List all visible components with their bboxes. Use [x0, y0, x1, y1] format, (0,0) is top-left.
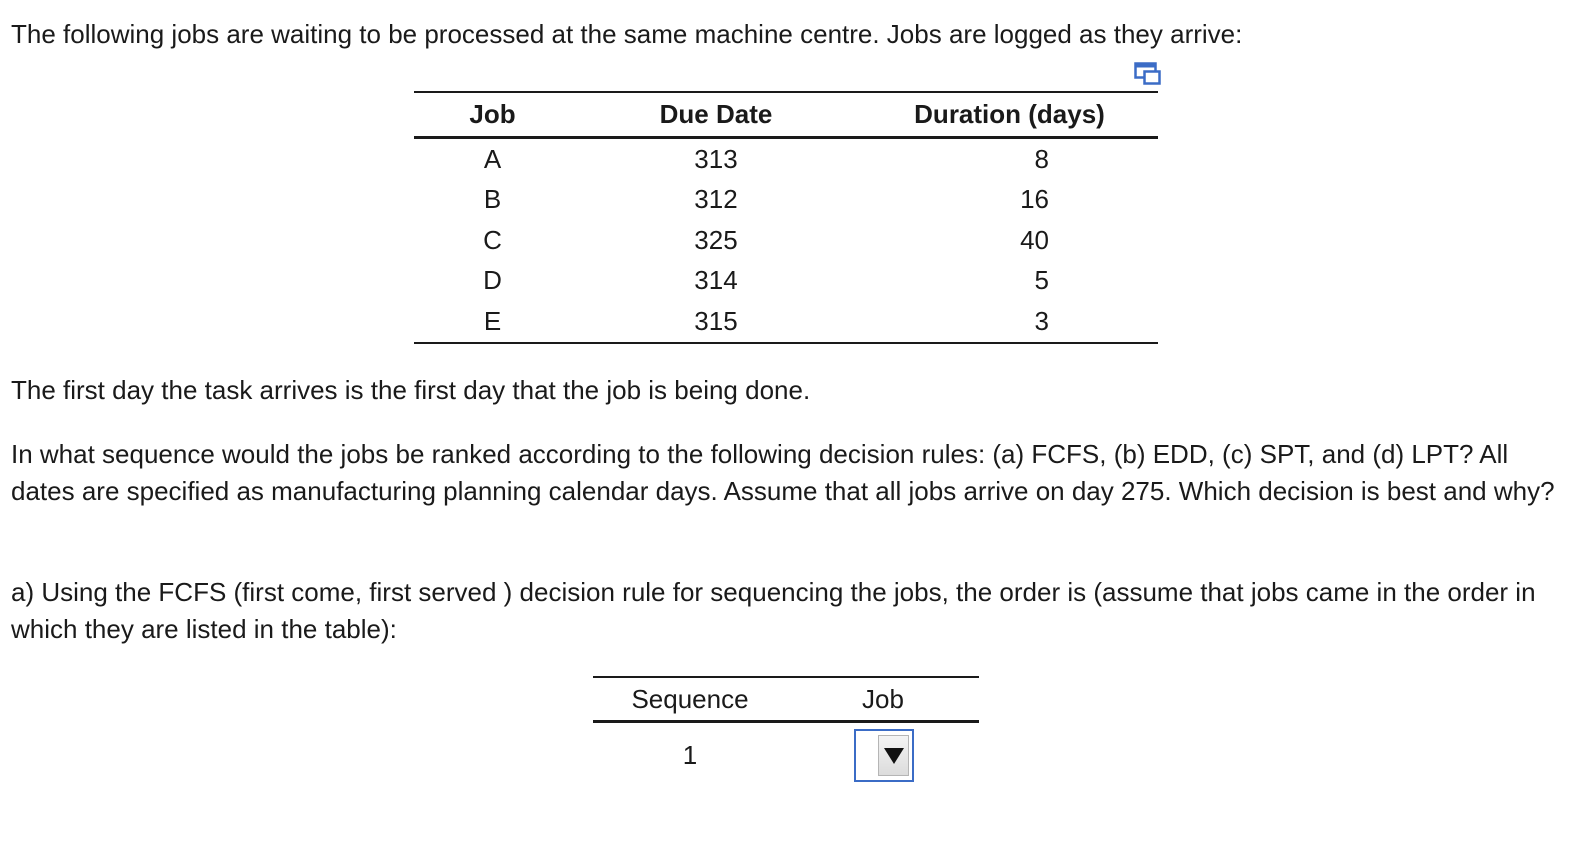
table-row [414, 138, 1158, 180]
jobs-table [414, 91, 1158, 344]
job-cell: E [414, 301, 571, 343]
intro-text: The following jobs are waiting to be processed at the same machine centre. Jobs are logged as they arrive: [11, 19, 1243, 49]
table-row [414, 220, 1158, 261]
job-dropdown[interactable] [854, 729, 914, 782]
duration-cell: 5 [1034, 265, 1049, 296]
sequence-table-header-row [593, 677, 979, 722]
sequence-table [593, 676, 979, 787]
job-cell: A [483, 143, 502, 174]
sequence-number: 1 [682, 739, 698, 770]
table-row [414, 301, 1158, 343]
dropdown-arrow-icon [883, 746, 905, 766]
due-date-cell: 312 [694, 184, 738, 215]
part-a-text: a) Using the FCFS (first come, first served ) decision rule for sequencing the jobs, the order is (assume that jobs came in the order in which they are listed in the table): [11, 577, 1536, 644]
table-row [593, 722, 979, 788]
table-row [414, 180, 1158, 221]
due-date-cell: 325 [694, 224, 738, 255]
duration-cell: 3 [861, 301, 1158, 343]
table-row [414, 261, 1158, 302]
header-due-date: Due Date [571, 92, 861, 138]
expand-table-icon[interactable] [1134, 62, 1162, 86]
jobs-table-header-row [414, 92, 1158, 138]
header-job: Job [414, 92, 571, 138]
header-job: Job [787, 677, 979, 722]
due-date-cell: 313 [694, 143, 738, 174]
job-cell: B [483, 184, 502, 215]
first-day-text: The first day the task arrives is the first day that the job is being done. [11, 375, 811, 405]
due-date-cell: 315 [571, 301, 861, 343]
header-duration: Duration (days) [861, 92, 1158, 138]
duration-cell: 8 [1034, 143, 1049, 174]
job-cell: D [483, 265, 502, 296]
job-cell: C [483, 224, 502, 255]
header-sequence: Sequence [593, 677, 787, 722]
due-date-cell: 314 [694, 265, 738, 296]
question-text: In what sequence would the jobs be ranked according to the following decision rules: (a) FCFS, (b) EDD, (c) SPT, and (d) LPT? All dates are specified as manufacturing planning calendar days. Assume that all jobs arrive on day 275. Which decision is best and why? [11, 439, 1555, 506]
dropdown-button[interactable] [878, 735, 909, 776]
duration-cell: 16 [1020, 184, 1049, 215]
duration-cell: 40 [1020, 224, 1049, 255]
job-select-cell [787, 722, 979, 788]
